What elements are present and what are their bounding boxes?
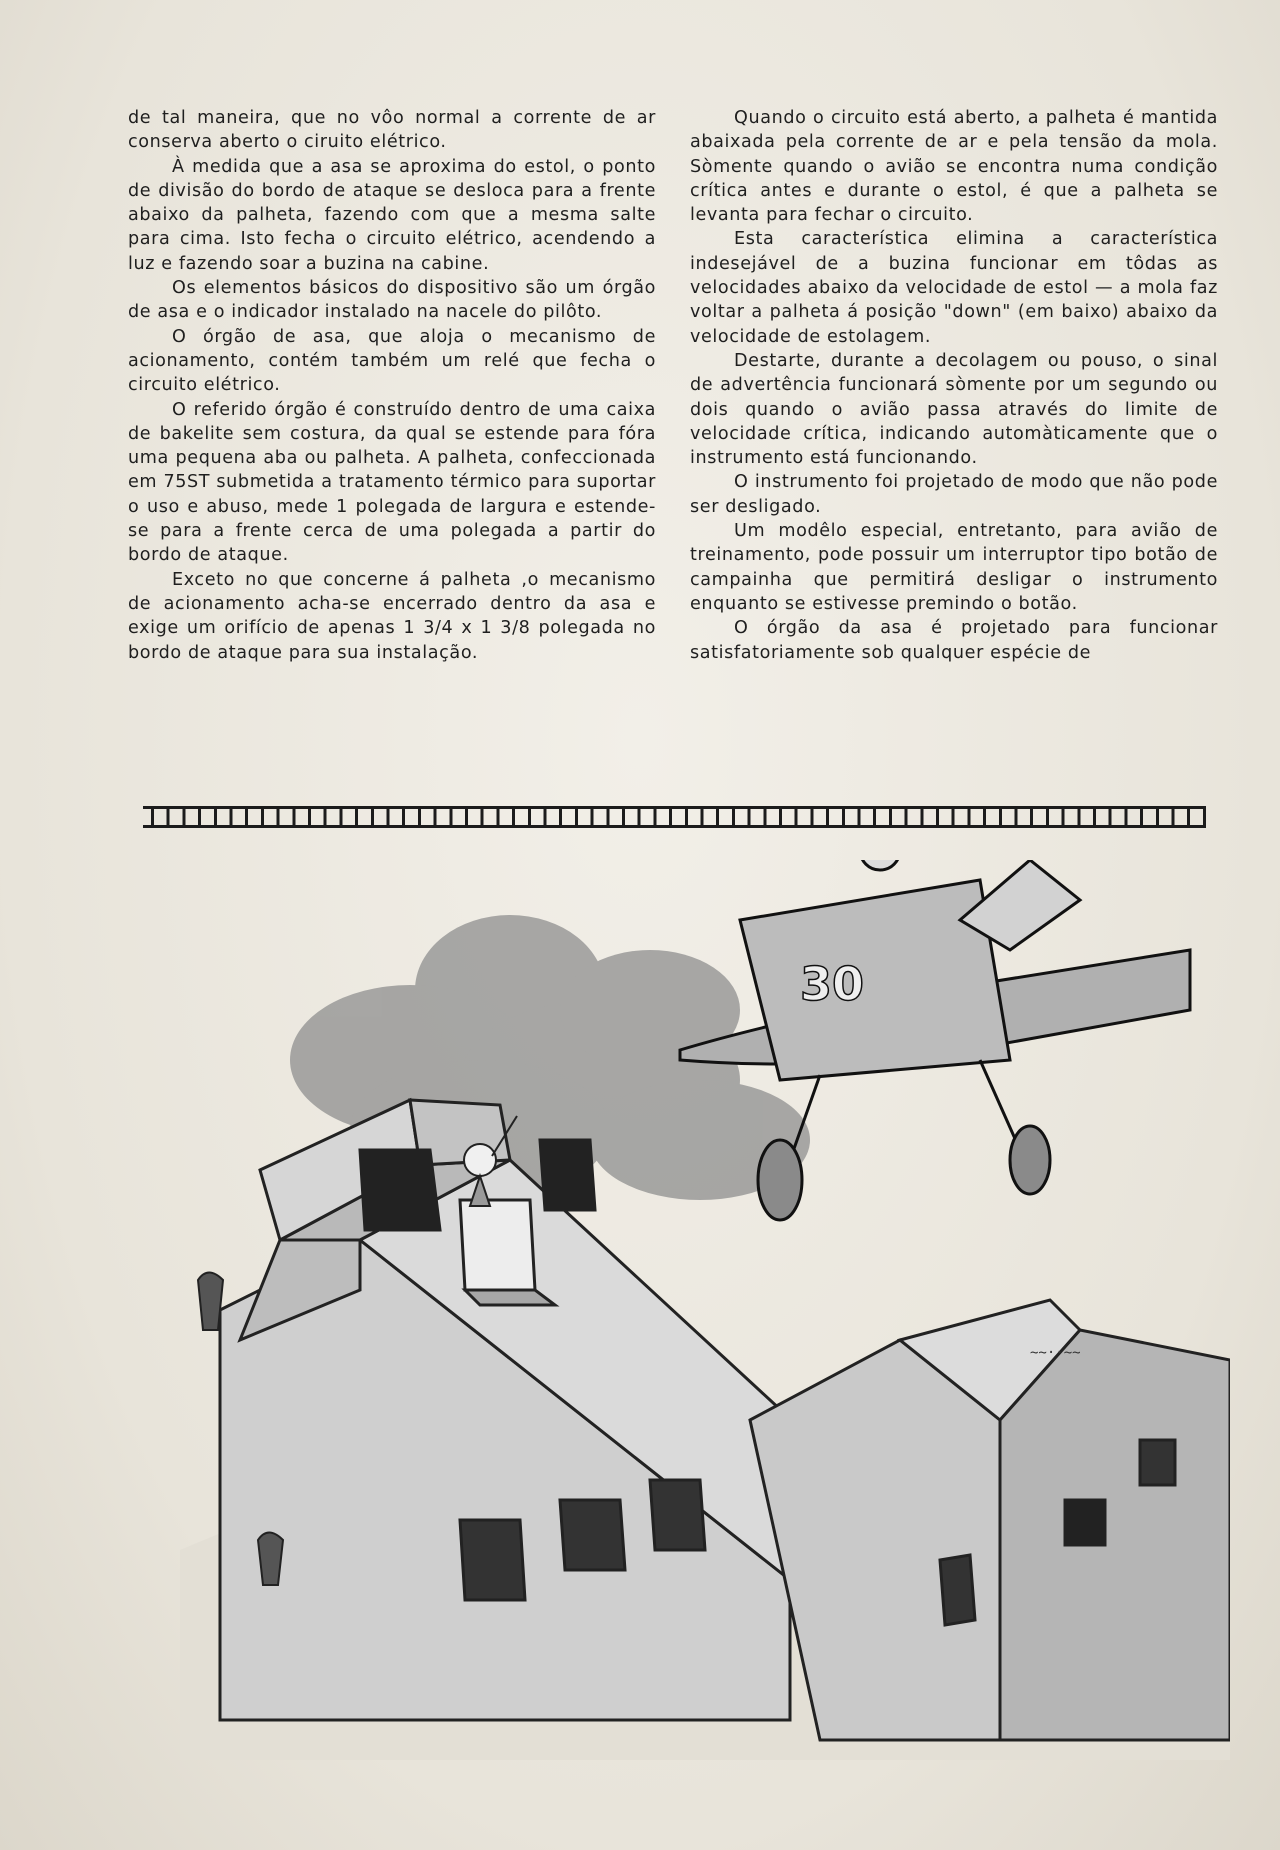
plane-number: 30 <box>800 957 865 1011</box>
decorative-divider <box>143 806 1206 828</box>
paragraph: O referido órgão é construído dentro de uma caixa de bakelite sem costura, da qual se estende para fóra uma pequena aba ou palheta. A palheta, confeccionada em 75ST submetida a tratamento térmico para suportar o uso e abuso, mede 1 polegada de largura e estende-se para a frente cerca de uma polegada a partir do bordo de ataque. <box>128 399 656 566</box>
paragraph: O órgão de asa, que aloja o mecanismo de acionamento, contém também um relé que fecha o circuito elétrico. <box>128 326 656 396</box>
paragraph: O órgão da asa é projetado para funcionar satisfatoriamente sob qualquer espécie de <box>690 618 1218 663</box>
paragraph: O instrumento foi projetado de modo que não pode ser desligado. <box>690 472 1218 517</box>
paragraph: Os elementos básicos do dispositivo são um órgão de asa e o indicador instalado na nacele do pilôto. <box>128 278 656 323</box>
right-buildings <box>750 1300 1230 1740</box>
paragraph: Destarte, durante a decolagem ou pouso, o sinal de advertência funcionará sòmente por um segundo ou dois quando o avião passa através do limite de velocidade crítica, indicando automàticamente que o instrumento está funcionando. <box>690 350 1218 469</box>
right-text-column <box>690 106 1218 665</box>
paragraph: Um modêlo especial, entretanto, para avião de treinamento, pode possuir um interruptor tipo botão de campainha que permitirá desligar o instrumento enquanto se estivesse premindo o botão. <box>690 521 1218 614</box>
paragraph: Esta característica elimina a característica indesejável de a buzina funcionar em tôdas as velocidades abaixo da velocidade de estol — a mola faz voltar a palheta á posição "down" (em baixo) abaixo da velocidade de estolagem. <box>690 229 1218 347</box>
cartoon-svg <box>180 860 1230 1790</box>
paragraph: Quando o circuito está aberto, a palheta é mantida abaixada pela corrente de ar e pela tensão da mola. Sòmente quando o avião se encontra numa condição crítica antes e durante o estol, é que a palheta se levanta para fechar o circuito. <box>690 108 1218 226</box>
paragraph: de tal maneira, que no vôo normal a corrente de ar conserva aberto o ciruito elétrico. <box>128 108 656 153</box>
artist-signature: ~~··~~ <box>1030 1345 1081 1361</box>
paragraph: À medida que a asa se aproxima do estol, o ponto de divisão do bordo de ataque se desloca para a frente abaixo da palheta, fazendo com que a mesma salte para cima. Isto fecha o circuito elétrico, acendendo a luz e fazendo soar a buzina na cabine. <box>128 156 656 274</box>
paragraph: Exceto no que concerne á palheta ,o mecanismo de acionamento acha-se encerrado dentro da asa e exige um orifício de apenas 1 3/4 x 1 3/8 polegada no bordo de ataque para sua instalação. <box>128 569 656 663</box>
left-text-column <box>128 106 656 665</box>
cartoon-illustration <box>180 860 1230 1790</box>
